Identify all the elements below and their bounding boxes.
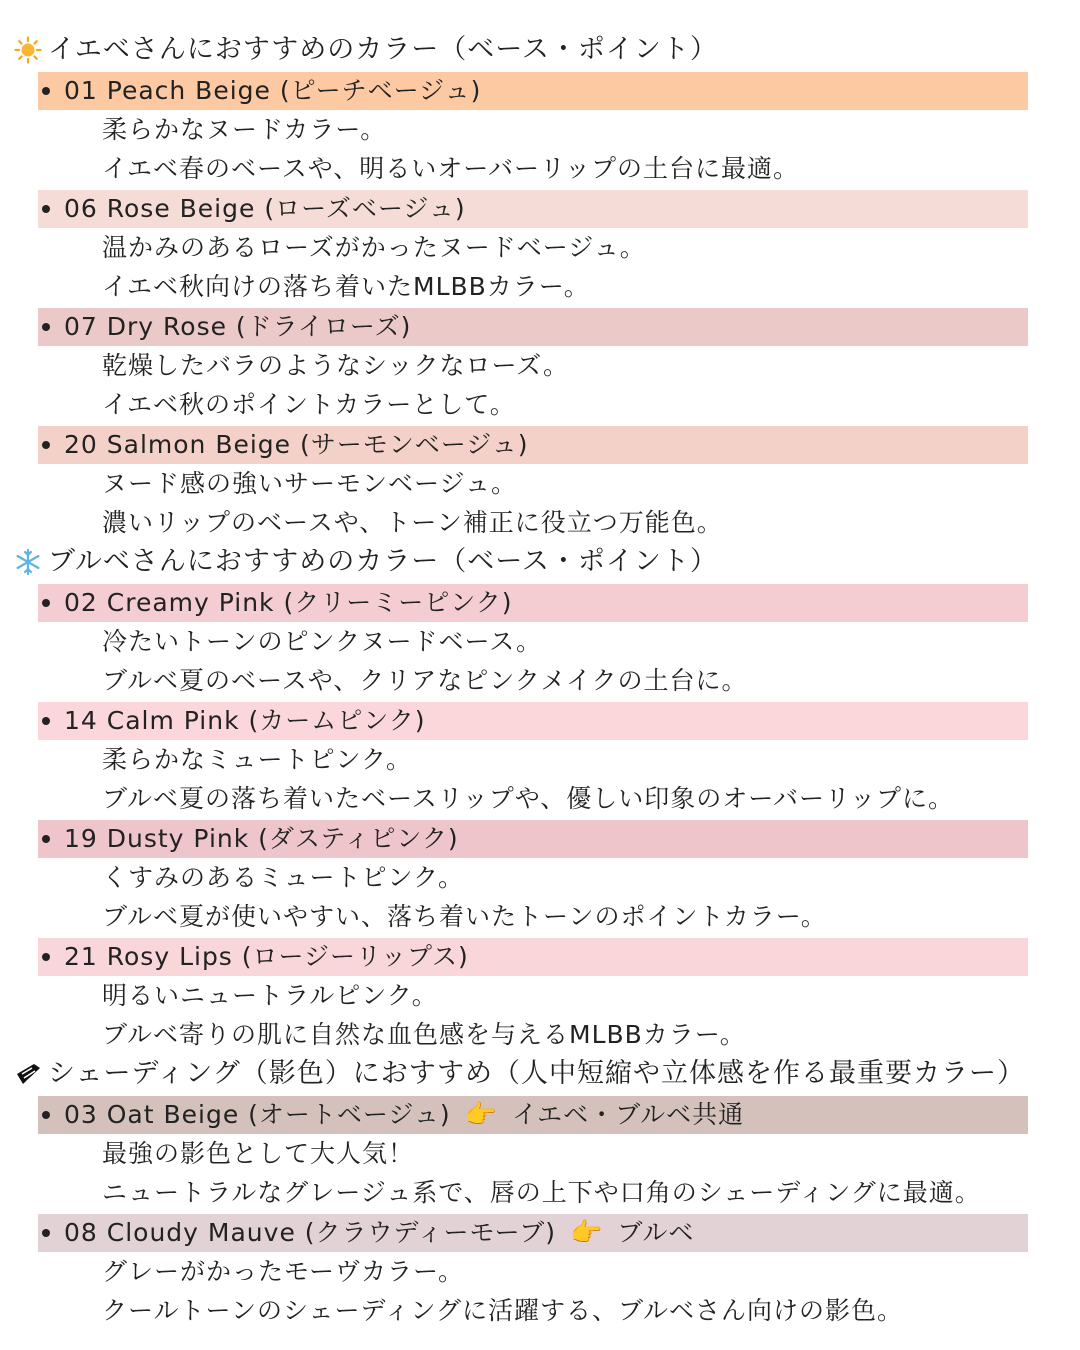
section-blue-base [0, 542, 1080, 1054]
item-title: 21 Rosy Lips (ロージーリップス) [64, 942, 469, 971]
section-yellow-base [0, 30, 1080, 542]
item-description: 濃いリップのベースや、トーン補正に役立つ万能色。 [102, 508, 723, 537]
section-title: イエベさんにおすすめのカラー（ベース・ポイント） [48, 34, 718, 65]
item-description: 冷たいトーンのピンクヌードベース。 [102, 627, 543, 656]
pointer-label: ブルベ [617, 1218, 695, 1247]
item-bar [38, 426, 1028, 464]
bullet-icon [42, 441, 50, 449]
list-item [0, 1214, 1080, 1330]
section-shading [0, 1054, 1080, 1330]
bullet-icon [42, 1111, 50, 1119]
pointer-label: イエベ・ブルベ共通 [512, 1100, 745, 1129]
item-description: グレーがかったモーヴカラー。 [102, 1257, 465, 1286]
item-description: ブルベ夏が使いやすい、落ち着いたトーンのポイントカラー。 [102, 902, 827, 931]
list-item [0, 938, 1080, 1054]
item-title: 20 Salmon Beige (サーモンベージュ) [64, 430, 529, 459]
item-description: 明るいニュートラルピンク。 [102, 981, 438, 1010]
section-header [0, 542, 1080, 582]
list-item [0, 308, 1080, 424]
item-bar [38, 702, 1028, 740]
item-title: 07 Dry Rose (ドライローズ) [64, 312, 412, 341]
item-title: 19 Dusty Pink (ダスティピンク) [64, 824, 459, 853]
item-title: 02 Creamy Pink (クリーミーピンク) [64, 588, 513, 617]
item-bar [38, 1214, 1028, 1252]
item-description: イエベ秋向けの落ち着いたMLBBカラー。 [102, 272, 590, 301]
list-item [0, 702, 1080, 818]
snowflake-icon [14, 548, 44, 576]
item-title: 08 Cloudy Mauve (クラウディーモーブ) [64, 1218, 557, 1247]
item-bar [38, 1096, 1028, 1134]
item-bar [38, 584, 1028, 622]
section-title: シェーディング（影色）におすすめ（人中短縮や立体感を作る最重要カラー） [48, 1058, 1026, 1089]
item-description: ブルベ夏の落ち着いたベースリップや、優しい印象のオーバーリップに。 [102, 784, 955, 813]
item-bar [38, 190, 1028, 228]
list-item [0, 190, 1080, 306]
item-description: イエベ春のベースや、明るいオーバーリップの土台に最適。 [102, 154, 800, 183]
pointing-hand-icon: 👉 [570, 1218, 604, 1248]
item-bar [38, 308, 1028, 346]
list-item [0, 72, 1080, 188]
item-description: ブルベ夏のベースや、クリアなピンクメイクの土台に。 [102, 666, 748, 695]
item-description: 柔らかなミュートピンク。 [102, 745, 413, 774]
item-description: クールトーンのシェーディングに活躍する、ブルベさん向けの影色。 [102, 1296, 904, 1325]
item-bar [38, 72, 1028, 110]
sun-icon [14, 36, 44, 64]
bullet-icon [42, 953, 50, 961]
brush-icon [14, 1060, 44, 1088]
item-description: ニュートラルなグレージュ系で、唇の上下や口角のシェーディングに最適。 [102, 1178, 981, 1207]
bullet-icon [42, 599, 50, 607]
item-description: ブルベ寄りの肌に自然な血色感を与えるMLBBカラー。 [102, 1020, 746, 1049]
bullet-icon [42, 1229, 50, 1237]
item-title: 14 Calm Pink (カームピンク) [64, 706, 426, 735]
section-title: ブルベさんにおすすめのカラー（ベース・ポイント） [48, 546, 718, 577]
section-header [0, 30, 1080, 70]
list-item [0, 1096, 1080, 1212]
list-item [0, 820, 1080, 936]
item-title: 01 Peach Beige (ピーチベージュ) [64, 76, 482, 105]
section-header [0, 1054, 1080, 1094]
bullet-icon [42, 717, 50, 725]
item-description: 柔らかなヌードカラー。 [102, 115, 387, 144]
bullet-icon [42, 205, 50, 213]
item-description: 最強の影色として大人気！ [102, 1139, 415, 1168]
item-title: 06 Rose Beige (ローズベージュ) [64, 194, 466, 223]
item-description: くすみのあるミュートピンク。 [102, 863, 465, 892]
item-description: イエベ秋のポイントカラーとして。 [102, 390, 516, 419]
bullet-icon [42, 835, 50, 843]
bullet-icon [42, 87, 50, 95]
pointing-hand-icon: 👉 [464, 1100, 499, 1130]
item-bar [38, 938, 1028, 976]
item-bar [38, 820, 1028, 858]
item-description: 温かみのあるローズがかったヌードベージュ。 [102, 233, 646, 262]
list-item [0, 426, 1080, 542]
item-title: 03 Oat Beige (オートベージュ) [64, 1100, 451, 1129]
bullet-icon [42, 323, 50, 331]
item-description: 乾燥したバラのようなシックなローズ。 [102, 351, 570, 380]
list-item [0, 584, 1080, 700]
item-description: ヌード感の強いサーモンベージュ。 [102, 469, 518, 498]
color-guide [0, 30, 1080, 1330]
